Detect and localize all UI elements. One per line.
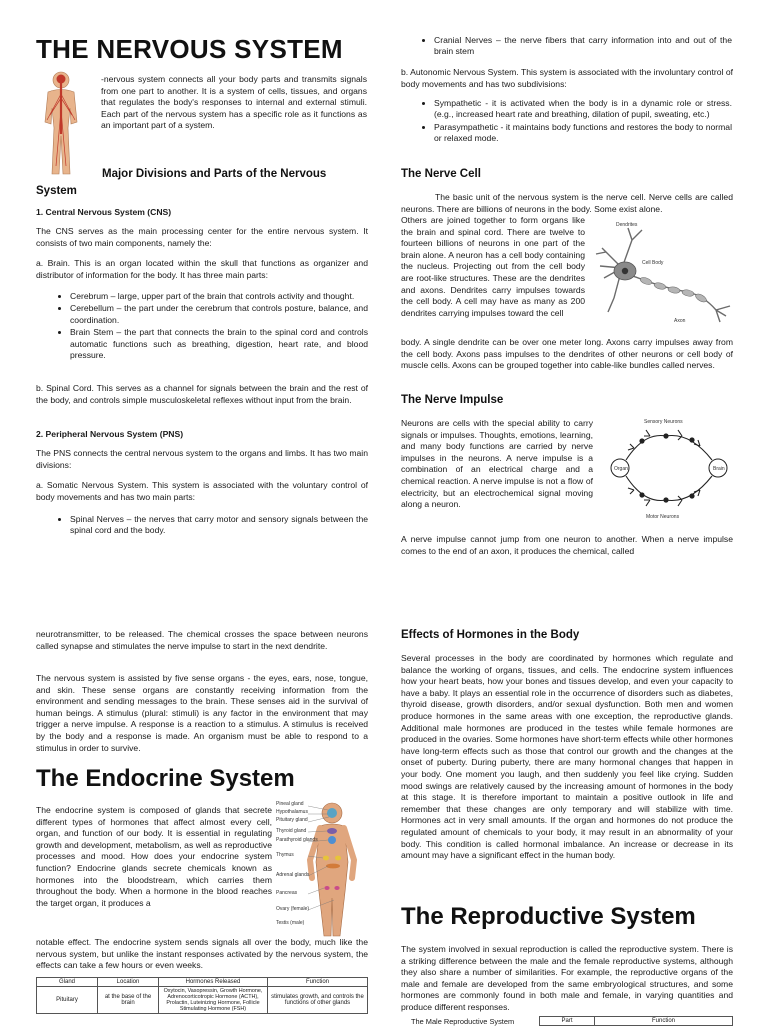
table-cell: stimulates growth, and controls the functions of other glands bbox=[268, 987, 368, 1014]
nerve-cell-after: body. A single dendrite can be over one meter long. Axons carry impulses away from the cell body. Axons pass impulses to the dendrites of other neurons or cell body of muscle cells. Axons can be grouped together into cable-like bundles called nerves. bbox=[401, 337, 733, 371]
table-header: Function bbox=[268, 978, 368, 987]
axon-label: Axon bbox=[674, 318, 686, 324]
senses-text: The nervous system is assisted by five sense organs - the eyes, ears, nose, tongue, and skin. These sense organs are constantly receiving information from the environment and sending messages to the brain. These senses aid in the survival of human beings. A stimulus (plural: stimuli) is any factor in the environment that may trigger a nerve impulse. A response is a reaction to a stimulus. A stimulus is received by the body and a response is made. An organism must be able to respond to a stimulus in order to survive. bbox=[36, 673, 368, 753]
nerve-cell-lead: The basic unit of the nervous system is the nerve cell. Nerve cells are called neurons. There are billions of neurons in the body. Some exist alone. bbox=[401, 192, 733, 214]
impulse-figure bbox=[604, 414, 734, 522]
ovary-label: Ovary (female) bbox=[276, 906, 310, 912]
endocrine-title: The Endocrine System bbox=[36, 765, 295, 792]
table-cell: Oxytocin, Vasopressin, Growth Hormone, Adrenocorticotropic Hormone (ACTH), Prolactin, Luteinizing Hormone, Follicle Stimulating Hormone (FSH) bbox=[159, 987, 268, 1014]
table-header: Function bbox=[595, 1017, 733, 1026]
cns-text: The CNS serves as the main processing center for the entire nervous system. It consists of two main components, namely the: bbox=[36, 226, 368, 248]
divisions-heading-text: Major Divisions and Parts of the Nervous System bbox=[36, 168, 327, 197]
neuron-figure bbox=[592, 218, 736, 328]
cranial-list bbox=[400, 35, 732, 59]
list-item: • Cerebellum – the part under the cerebrum that controls posture, balance, and coordination. bbox=[70, 303, 368, 326]
nerve-impulse-after: A nerve impulse cannot jump from one neuron to another. When a nerve impulse comes to the end of an axon, it produces the chemical, called bbox=[401, 534, 733, 556]
neurotransmitter-text: neurotransmitter, to be released. The chemical crosses the space between neurons called synapse and stimulates the nerve impulse to start in the next dendrite. bbox=[36, 629, 368, 651]
table-header: Location bbox=[98, 978, 159, 987]
hormones-text: Several processes in the body are coordinated by hormones which regulate and balance the working of organs, tissues, and cells. The endocrine system influences how your heart beats, how your bones and tissues develop, and even your capacity to have a baby. It plays an essential role in the occurrence of disorders such as diabetes, thyroid disease, growth disorders, and/or sexual dysfunction. Both men and women produce hormones in the same areas with one exception, the reproductive glands. Additional male hormones are produced in the testes while female hormones are produced in the ovaries. Some hormones have short-term effects while other hormones have long-term effects such as those that control our growth and the changes at the onset of puberty. During puberty, there are many hormonal changes that happen in your body. One moment you laugh, and then suddenly you feel like crying. Sudden mood swings are relatively caused by the increasing amount of hormones in the body at this stage. It is therefore important to maintain a positive outlook in life and remember that these changes are only temporary and will stabilize with time. Hormones act in very small amounts. If the organ and hormones do not produce the regulated amount of chemicals to your body, it may result in an abnormality of your body. This condition is called hormonal imbalance. An increase or decrease in its amount may have a significant effect in the human body. bbox=[401, 653, 733, 861]
hypothalamus-label: Hypothalamus bbox=[276, 809, 308, 815]
thyroid-gland-label: Thyroid gland bbox=[276, 828, 307, 834]
table-header-row bbox=[540, 1017, 733, 1026]
list-item: • Sympathetic - it is activated when the body is in a dynamic role or stress. (e.g., increased heart rate and breathing, dilation of pupil, sweating, etc.) bbox=[434, 98, 732, 121]
table-header-row bbox=[37, 978, 368, 987]
table-header: Gland bbox=[37, 978, 98, 987]
pineal-gland-label: Pineal gland bbox=[276, 801, 304, 807]
dendrites-label: Dendrites bbox=[616, 222, 638, 228]
testis-label: Testis (male) bbox=[276, 920, 305, 926]
adrenal-glands-label: Adrenal glands bbox=[276, 872, 310, 878]
endocrine-after: notable effect. The endocrine system sends signals all over the body, much like the nervous system, but unlike the instant responses activated by the nervous system, the effects can take a few hours or even weeks. bbox=[36, 937, 368, 971]
pns-text: The PNS connects the central nervous system to the organs and limbs. It has two main divisions: bbox=[36, 448, 368, 470]
list-item: • Cranial Nerves – the nerve fibers that carry information into and out of the brain stem bbox=[434, 35, 732, 58]
brain-label: Brain bbox=[713, 466, 725, 472]
brain-text: a. Brain. This is an organ located within the skull that functions as organizer and distributor of information for the body. It has three main parts: bbox=[36, 258, 368, 280]
autonomic-text: b. Autonomic Nervous System. This system is associated with the involuntary control of body movements and has two subdivisions: bbox=[401, 67, 733, 89]
parathyroid-label: Parathyroid glands bbox=[276, 837, 318, 843]
table-row bbox=[37, 987, 368, 1014]
thymus-label: Thymus bbox=[276, 852, 294, 858]
sensory-neurons-label: Sensory Neurons bbox=[644, 419, 683, 425]
nerve-cell-wrap: Others are joined together to form organs like the brain and spinal cord. There are twelve to fourteen billions of neurons in one part of the brain alone. A neuron has a cell body containing the nucleus. Projecting out from the cell body are root-like structures. These are the dendrites and axons. Dendrites carry impulses towards the cell body. A cell may have as many as 200 dendrites carrying impulses toward the cell bbox=[401, 215, 585, 318]
somatic-parts-list bbox=[36, 514, 368, 538]
reproductive-title: The Reproductive System bbox=[401, 903, 696, 930]
body-nervous-figure bbox=[30, 70, 92, 178]
nervous-system-title: THE NERVOUS SYSTEM bbox=[36, 34, 343, 64]
list-item: • Brain Stem – the part that connects the brain to the spinal cord and controls automatic functions such as breathing, digestion, heart rate, and blood pressure. bbox=[70, 327, 368, 361]
organ-label: Organ bbox=[614, 466, 628, 472]
spinal-cord-text: b. Spinal Cord. This serves as a channel for signals between the brain and the rest of the body, and controls simple musculoskeletal reflexes without input from the brain. bbox=[36, 383, 368, 405]
nerve-cell-heading: The Nerve Cell bbox=[401, 168, 481, 180]
hormone-table bbox=[36, 977, 368, 1014]
reproductive-table bbox=[539, 1016, 733, 1026]
pituitary-gland-label: Pituitary gland bbox=[276, 817, 308, 823]
nerve-impulse-heading: The Nerve Impulse bbox=[401, 394, 504, 406]
hormones-heading: Effects of Hormones in the Body bbox=[401, 629, 580, 641]
table-header: Part bbox=[540, 1017, 595, 1026]
list-item: • Cerebrum – large, upper part of the brain that controls activity and thought. bbox=[70, 291, 368, 302]
autonomic-parts-list bbox=[400, 98, 732, 146]
brain-parts-list bbox=[36, 291, 368, 362]
table-header: Hormones Released bbox=[159, 978, 268, 987]
somatic-text: a. Somatic Nervous System. This system is associated with the voluntary control of body movements and has two main parts: bbox=[36, 480, 368, 502]
motor-neurons-label: Motor Neurons bbox=[646, 514, 680, 520]
endocrine-wrap: The endocrine system is composed of glands that secrete different types of hormones that affect almost every cell, organ, and function of our body. It is essential in regulating growth and development, metabolism, as well as reproductive processes and mood. How does your endocrine system function? Endocrine glands secrete chemicals known as hormones into the bloodstream, which carries them throughout the body. When a hormone in the blood reaches the target organ, it produces a bbox=[36, 805, 272, 908]
cns-heading: 1. Central Nervous System (CNS) bbox=[36, 207, 172, 217]
pns-heading: 2. Peripheral Nervous System (PNS) bbox=[36, 429, 184, 439]
table-cell: Pituitary bbox=[37, 987, 98, 1014]
table-cell: at the base of the brain bbox=[98, 987, 159, 1014]
male-reproductive-row bbox=[401, 1016, 733, 1028]
divisions-heading bbox=[36, 166, 368, 200]
list-item: • Spinal Nerves – the nerves that carry motor and sensory signals between the spinal cord and the body. bbox=[70, 514, 368, 537]
male-reproductive-caption: The Male Reproductive System bbox=[411, 1017, 515, 1026]
reproductive-text: The system involved in sexual reproduction is called the reproductive system. There is a striking difference between the male and the female reproductive systems, although they also share a number of similarities. For example, the reproductive organs of the male and female are developed from the same embryological structures, and some hormones are commonly found in both male and female, in varying quantities and produce different responses. bbox=[401, 944, 733, 1012]
cell-body-label: Cell Body bbox=[642, 260, 664, 266]
endocrine-body-figure bbox=[276, 800, 372, 938]
nervous-intro: -nervous system connects all your body parts and transmits signals from one part to another. It is a system of cells, tissues, and organs that regulates the body's responses to internal and external stimuli. Each part of the nervous system has a specific role as it functions as an important part of a system. bbox=[101, 74, 367, 131]
pancreas-label: Pancreas bbox=[276, 890, 298, 896]
list-item: • Parasympathetic - it maintains body functions and restores the body to normal or relaxed mode. bbox=[434, 122, 732, 145]
nerve-impulse-wrap: Neurons are cells with the special ability to carry signals or impulses. Thoughts, emotions, learning, and many body functions are carried by nerve impulses in the neurons. A nerve impulse is a combination of an electrical charge and a chemical reaction. A nerve impulse is not a flow of electricity, but an electrochemical signal moving along a neuron. bbox=[401, 418, 593, 510]
